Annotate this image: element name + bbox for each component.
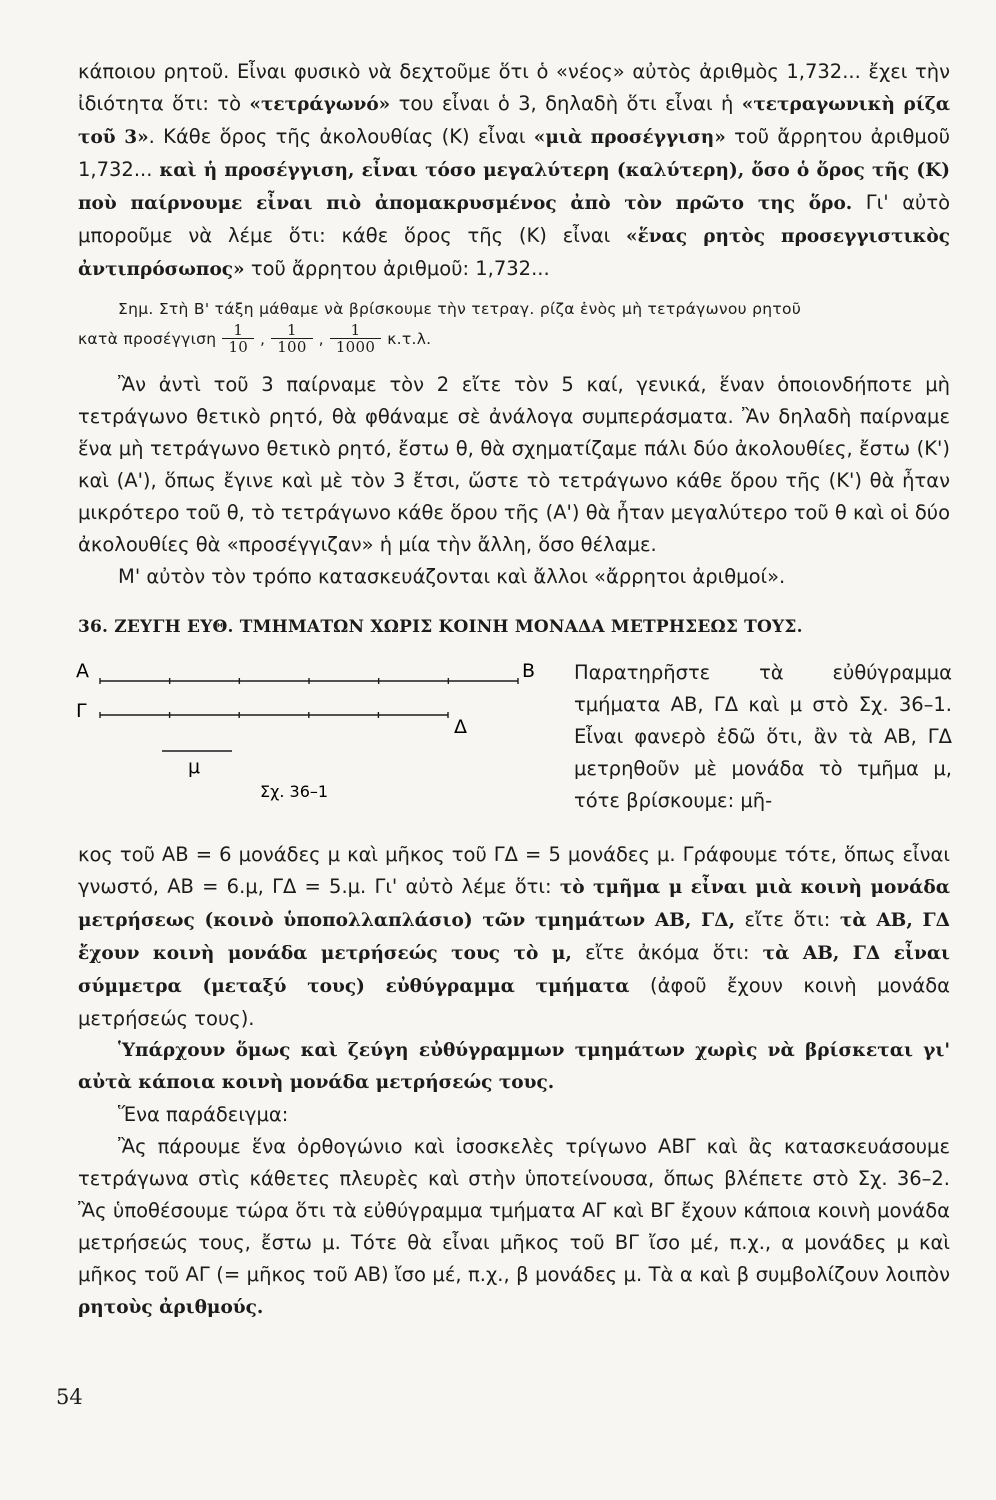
footnote [78,296,950,355]
footnote-approx-label: κατὰ προσέγγιση [78,329,217,348]
text-run: κος τοῦ ΑΒ = 6 μονάδες μ καὶ μῆκος τοῦ ΓΔ = 5 μονάδες μ. Γράφουμε τότε, ὅπως εἶναι γνωστό, ΑΒ = 6.μ, ΓΔ = 5.μ. Γι' αὐτὸ λέμε ὅτι: [78,843,950,898]
bold-term: «ἕνας ρητὸς προσεγγιστικὸς ἀντιπρόσωπος» [78,226,950,280]
fraction-denominator: 100 [271,338,313,355]
fraction-1-1000 [330,322,381,355]
fraction-numerator: 1 [233,321,244,339]
fraction-denominator: 10 [222,338,254,355]
paragraph-1 [78,56,950,286]
bold-statement: καὶ ἡ προσέγγιση, εἶναι τόσο μεγαλύτερη (καλύτερη), ὅσο ὁ ὅρος τῆς (Κ) ποὺ παίρνουμε εἶναι πιὸ ἀπομακρυσμένος ἀπὸ τὸν πρῶτο της ὅρο. [78,160,950,214]
figure-row [78,655,950,845]
footnote-line-1: Σημ. Στὴ Β' τάξη μάθαμε νὰ βρίσκουμε τὴν τετραγ. ρίζα ἑνὸς μὴ τετράγωνου ρητοῦ [118,300,802,318]
separator: , [260,329,266,348]
text-run: (ἀφοῦ ἔχουν κοινὴ μονάδα μετρήσεώς τους). [78,974,950,1030]
paragraph-4 [78,839,950,1035]
page-content [78,56,950,1324]
text-run: Γι' αὐτὸ μποροῦμε νὰ λέμε ὅτι: κάθε ὅρος τῆς (Κ) εἶναι [78,191,951,247]
paragraph-5: Ὑπάρχουν ὅμως καὶ ζεύγη εὐθύγραμμων τμημάτων χωρὶς νὰ βρίσκεται γι' αὐτὰ κάποια κοινὴ μονάδα μετρήσεώς τους. [78,1040,950,1093]
text-run: κάποιου ρητοῦ. Εἶναι φυσικὸ νὰ δεχτοῦμε ὅτι ὁ «νέος» αὐτὸς ἀριθμὸς 1,732... ἔχει τὴν ἰδιότητα ὅτι: τὸ [78,60,950,115]
bold-term: «τετραγωνικὴ ρίζα τοῦ 3» [78,94,951,148]
text-run: . Κάθε ὅρος τῆς ἀκολουθίας (Κ) εἶναι [148,125,534,148]
page-number: 54 [56,1385,83,1409]
text-run: τοῦ ἄρρητου ἀριθμοῦ: 1,732... [244,257,550,280]
figure-36-1 [78,655,558,845]
separator: , [318,329,324,348]
label-G: Γ [76,700,87,722]
paragraph-7 [78,1131,950,1324]
text-run: εἴτε ἀκόμα ὅτι: [571,941,763,964]
label-A: Α [76,660,89,682]
text-run: εἴτε ὅτι: [735,908,840,931]
footnote-etc: κ.τ.λ. [387,329,432,348]
label-mu: μ [188,756,201,778]
paragraph-2: Ἂν ἀντὶ τοῦ 3 παίρναμε τὸν 2 εἴτε τὸν 5 καί, γενικά, ἕναν ὁποιονδήποτε μὴ τετράγωνο θετικὸ ρητό, θὰ φθάναμε σὲ ἀνάλογα συμπεράσματα. Ἂν δηλαδὴ παίρναμε ἕνα μὴ τετράγωνο θετικὸ ρητό, ἔστω θ, θὰ σχηματίζαμε πάλι δύο ἀκολουθίες, ἔστω (Κ') καὶ (Α'), ὅπως ἔγινε καὶ μὲ τὸν 3 ἔτσι, ὥστε τὸ τετράγωνο κάθε ὅρου τῆς (Κ') θὰ ἦταν μικρότερο τοῦ θ, τὸ τετράγωνο κάθε ὅρου τῆς (Α') θὰ ἦταν μεγαλύτερο τοῦ θ καὶ οἱ δύο ἀκολουθίες θὰ «προσέγγιζαν» ἡ μία τὴν ἄλλη, ὅσο θέλαμε. [78,373,950,556]
bold-statement: τὰ ΑΒ, ΓΔ εἶναι σύμμετρα (μεταξύ τους) εὐθύγραμμα τμήματα [78,943,951,997]
bold-statement: τὸ τμῆμα μ εἶναι μιὰ κοινὴ μονάδα μετρήσεως (κοινὸ ὑποπολλαπλάσιο) τῶν τμημάτων ΑΒ, ΓΔ, [78,877,950,931]
fraction-denominator: 1000 [330,338,381,355]
bold-statement: τὰ ΑΒ, ΓΔ ἔχουν κοινὴ μονάδα μετρήσεώς τους τὸ μ, [78,910,951,964]
fraction-numerator: 1 [350,321,361,339]
bold-term: ρητοὺς ἀριθμούς. [78,1297,264,1318]
text-run: τοῦ ἄρρητου ἀριθμοῦ 1,732... [78,125,950,181]
bold-term: «μιὰ προσέγγιση» [533,127,726,148]
paragraph-6: Ἕνα παράδειγμα: [118,1103,289,1126]
bold-term: «τετράγωνό» [249,94,391,115]
figure-caption: Σχ. 36–1 [260,782,329,801]
label-D: Δ [454,716,467,738]
paragraph-3: Μ' αὐτὸν τὸν τρόπο κατασκευάζονται καὶ ἄλλοι «ἄρρητοι ἀριθμοί». [118,565,786,588]
text-run: του εἶναι ὁ 3, δηλαδὴ ὅτι εἶναι ἡ [390,92,742,115]
text-run: Ἂς πάρουμε ἕνα ὀρθογώνιο καὶ ἰσοσκελὲς τρίγωνο ΑΒΓ καὶ ἂς κατασκευάσουμε τετράγωνα στὶς κάθετες πλευρὲς καὶ στὴν ὑποτείνουσα, ὅπως βλέπετε στὸ Σχ. 36–2. Ἂς ὑποθέσουμε τώρα ὅτι τὰ εὐθύγραμμα τμήματα ΑΓ καὶ ΒΓ ἔχουν κάποια κοινὴ μονάδα μετρήσεώς τους, ἔστω μ. Τότε θὰ εἶναι μῆκος τοῦ ΒΓ ἴσο μέ, π.χ., α μονάδες μ καὶ μῆκος τοῦ ΑΓ (= μῆκος τοῦ ΑΒ) ἴσο μέ, π.χ., β μονάδες μ. Τὰ α καὶ β συμβολίζουν λοιπὸν [78,1135,950,1286]
footnote-line-2 [78,322,950,355]
fraction-1-10 [222,322,254,355]
fraction-numerator: 1 [287,321,297,339]
section-heading-36: 36. ΖΕΥΓΗ ΕΥΘ. ΤΜΗΜΑΤΩΝ ΧΩΡΙΣ ΚΟΙΝΗ ΜΟΝΑΔΑ ΜΕΤΡΗΣΕΩΣ ΤΟΥΣ. [78,617,803,637]
label-B: Β [522,660,536,682]
fraction-1-100 [271,322,313,355]
figure-side-text: Παρατηρῆστε τὰ εὐθύγραμμα τμήματα ΑΒ, ΓΔ καὶ μ στὸ Σχ. 36–1. Εἶναι φανερὸ ἐδῶ ὅτι, ἂν τὰ ΑΒ, ΓΔ μετρηθοῦν μὲ μονάδα τὸ τμῆμα μ, τότε βρίσκουμε: μῆ- [574,661,952,812]
